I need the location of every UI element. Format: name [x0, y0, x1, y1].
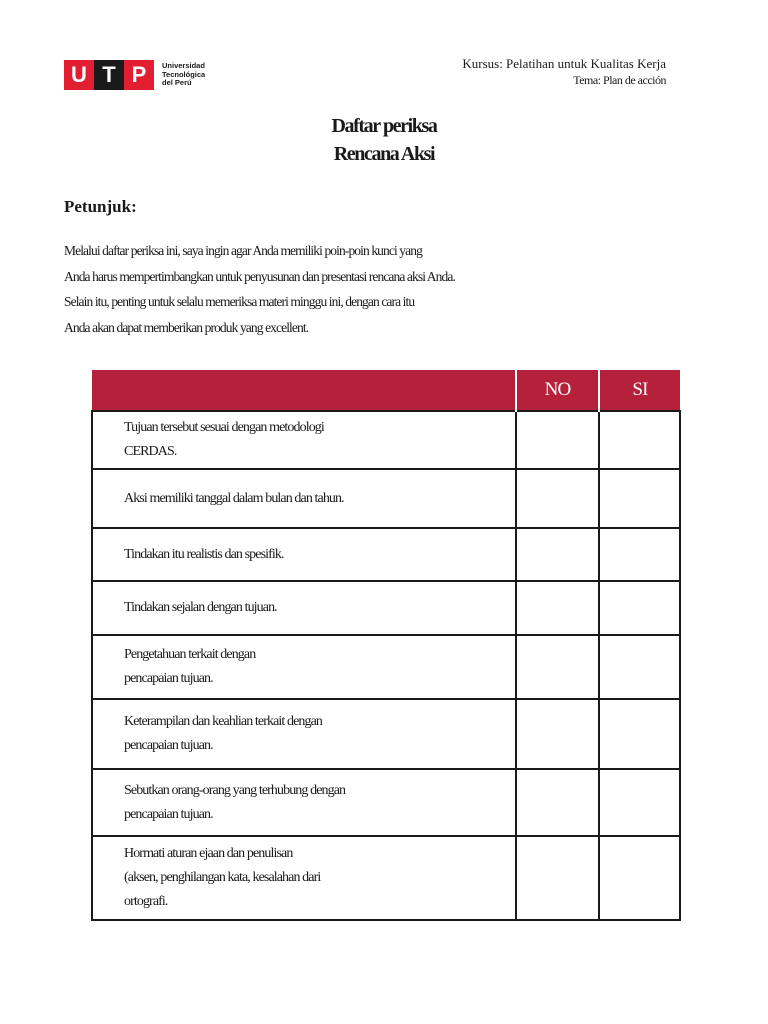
item-text: [92, 769, 516, 836]
table-row: [92, 699, 680, 769]
item-line: Hormati aturan ejaan dan penulisan: [124, 846, 293, 861]
item-line: Tindakan itu realistis dan spesifik.: [124, 546, 284, 562]
item-line: pencapaian tujuan.: [124, 738, 213, 753]
checklist-header-row: [92, 370, 680, 411]
table-row: [92, 635, 680, 699]
logo-letter-p: P: [124, 60, 154, 90]
item-text: [92, 581, 516, 635]
item-line: pencapaian tujuan.: [124, 806, 213, 822]
instructions-heading: Petunjuk:: [64, 197, 137, 216]
si-checkbox[interactable]: [599, 836, 680, 920]
si-checkbox[interactable]: [599, 581, 680, 635]
header-si: SI: [599, 370, 680, 411]
course-name: Kursus: Pelatihan untuk Kualitas Kerja: [462, 56, 666, 71]
item-text: [92, 635, 516, 699]
si-checkbox[interactable]: [599, 769, 680, 836]
item-text: [92, 469, 516, 528]
checklist-table: [91, 370, 681, 921]
logo-mark: [64, 60, 154, 90]
no-checkbox[interactable]: [516, 769, 599, 836]
header-item: [92, 370, 516, 411]
table-row: [92, 411, 680, 469]
item-text: [92, 836, 516, 920]
table-row: [92, 528, 680, 581]
no-checkbox[interactable]: [516, 635, 599, 699]
item-line: CERDAS.: [124, 444, 177, 459]
utp-logo: [64, 60, 205, 90]
item-text: [92, 699, 516, 769]
si-checkbox[interactable]: [599, 528, 680, 581]
no-checkbox[interactable]: [516, 411, 599, 469]
no-checkbox[interactable]: [516, 699, 599, 769]
no-checkbox[interactable]: [516, 581, 599, 635]
logo-letter-t: T: [94, 60, 124, 90]
item-line: Sebutkan orang-orang yang terhubung dengan: [124, 782, 346, 798]
item-line: (aksen, penghilangan kata, kesalahan dari: [124, 870, 321, 885]
title-line-2: Rencana Aksi: [333, 143, 435, 165]
item-line: Tujuan tersebut sesuai dengan metodologi: [124, 420, 324, 435]
logo-letter-u: U: [64, 60, 94, 90]
logo-line: Universidad: [162, 61, 205, 71]
document-title: [0, 112, 768, 168]
item-text: [92, 411, 516, 469]
logo-wordmark: [162, 62, 205, 88]
course-info: [462, 56, 666, 88]
table-row: [92, 581, 680, 635]
si-checkbox[interactable]: [599, 469, 680, 528]
instructions-text: [64, 238, 584, 340]
item-line: Keterampilan dan keahlian terkait dengan: [124, 714, 323, 729]
course-theme: Tema: Plan de acción: [573, 73, 666, 87]
table-row: [92, 469, 680, 528]
no-checkbox[interactable]: [516, 836, 599, 920]
instructions-line: Anda akan dapat memberikan produk yang excellent.: [64, 319, 309, 335]
title-line-1: Daftar periksa: [331, 115, 437, 137]
table-row: [92, 769, 680, 836]
item-line: pencapaian tujuan.: [124, 671, 213, 686]
logo-line: del Perú: [162, 78, 192, 88]
header-no: NO: [516, 370, 599, 411]
si-checkbox[interactable]: [599, 635, 680, 699]
instructions-line: Melalui daftar periksa ini, saya ingin agar Anda memiliki poin-poin kunci yang: [64, 243, 422, 258]
no-checkbox[interactable]: [516, 469, 599, 528]
si-checkbox[interactable]: [599, 411, 680, 469]
instructions-line: Selain itu, penting untuk selalu memeriksa materi minggu ini, dengan cara itu: [64, 294, 415, 309]
table-row: [92, 836, 680, 920]
item-line: Aksi memiliki tanggal dalam bulan dan tahun.: [124, 490, 344, 506]
item-text: [92, 528, 516, 581]
item-line: ortografi.: [124, 894, 168, 909]
item-line: Tindakan sejalan dengan tujuan.: [124, 600, 277, 615]
item-line: Pengetahuan terkait dengan: [124, 647, 256, 662]
no-checkbox[interactable]: [516, 528, 599, 581]
si-checkbox[interactable]: [599, 699, 680, 769]
instructions-line: Anda harus mempertimbangkan untuk penyusunan dan presentasi rencana aksi Anda.: [64, 268, 455, 284]
logo-line: Tecnológica: [162, 69, 206, 79]
